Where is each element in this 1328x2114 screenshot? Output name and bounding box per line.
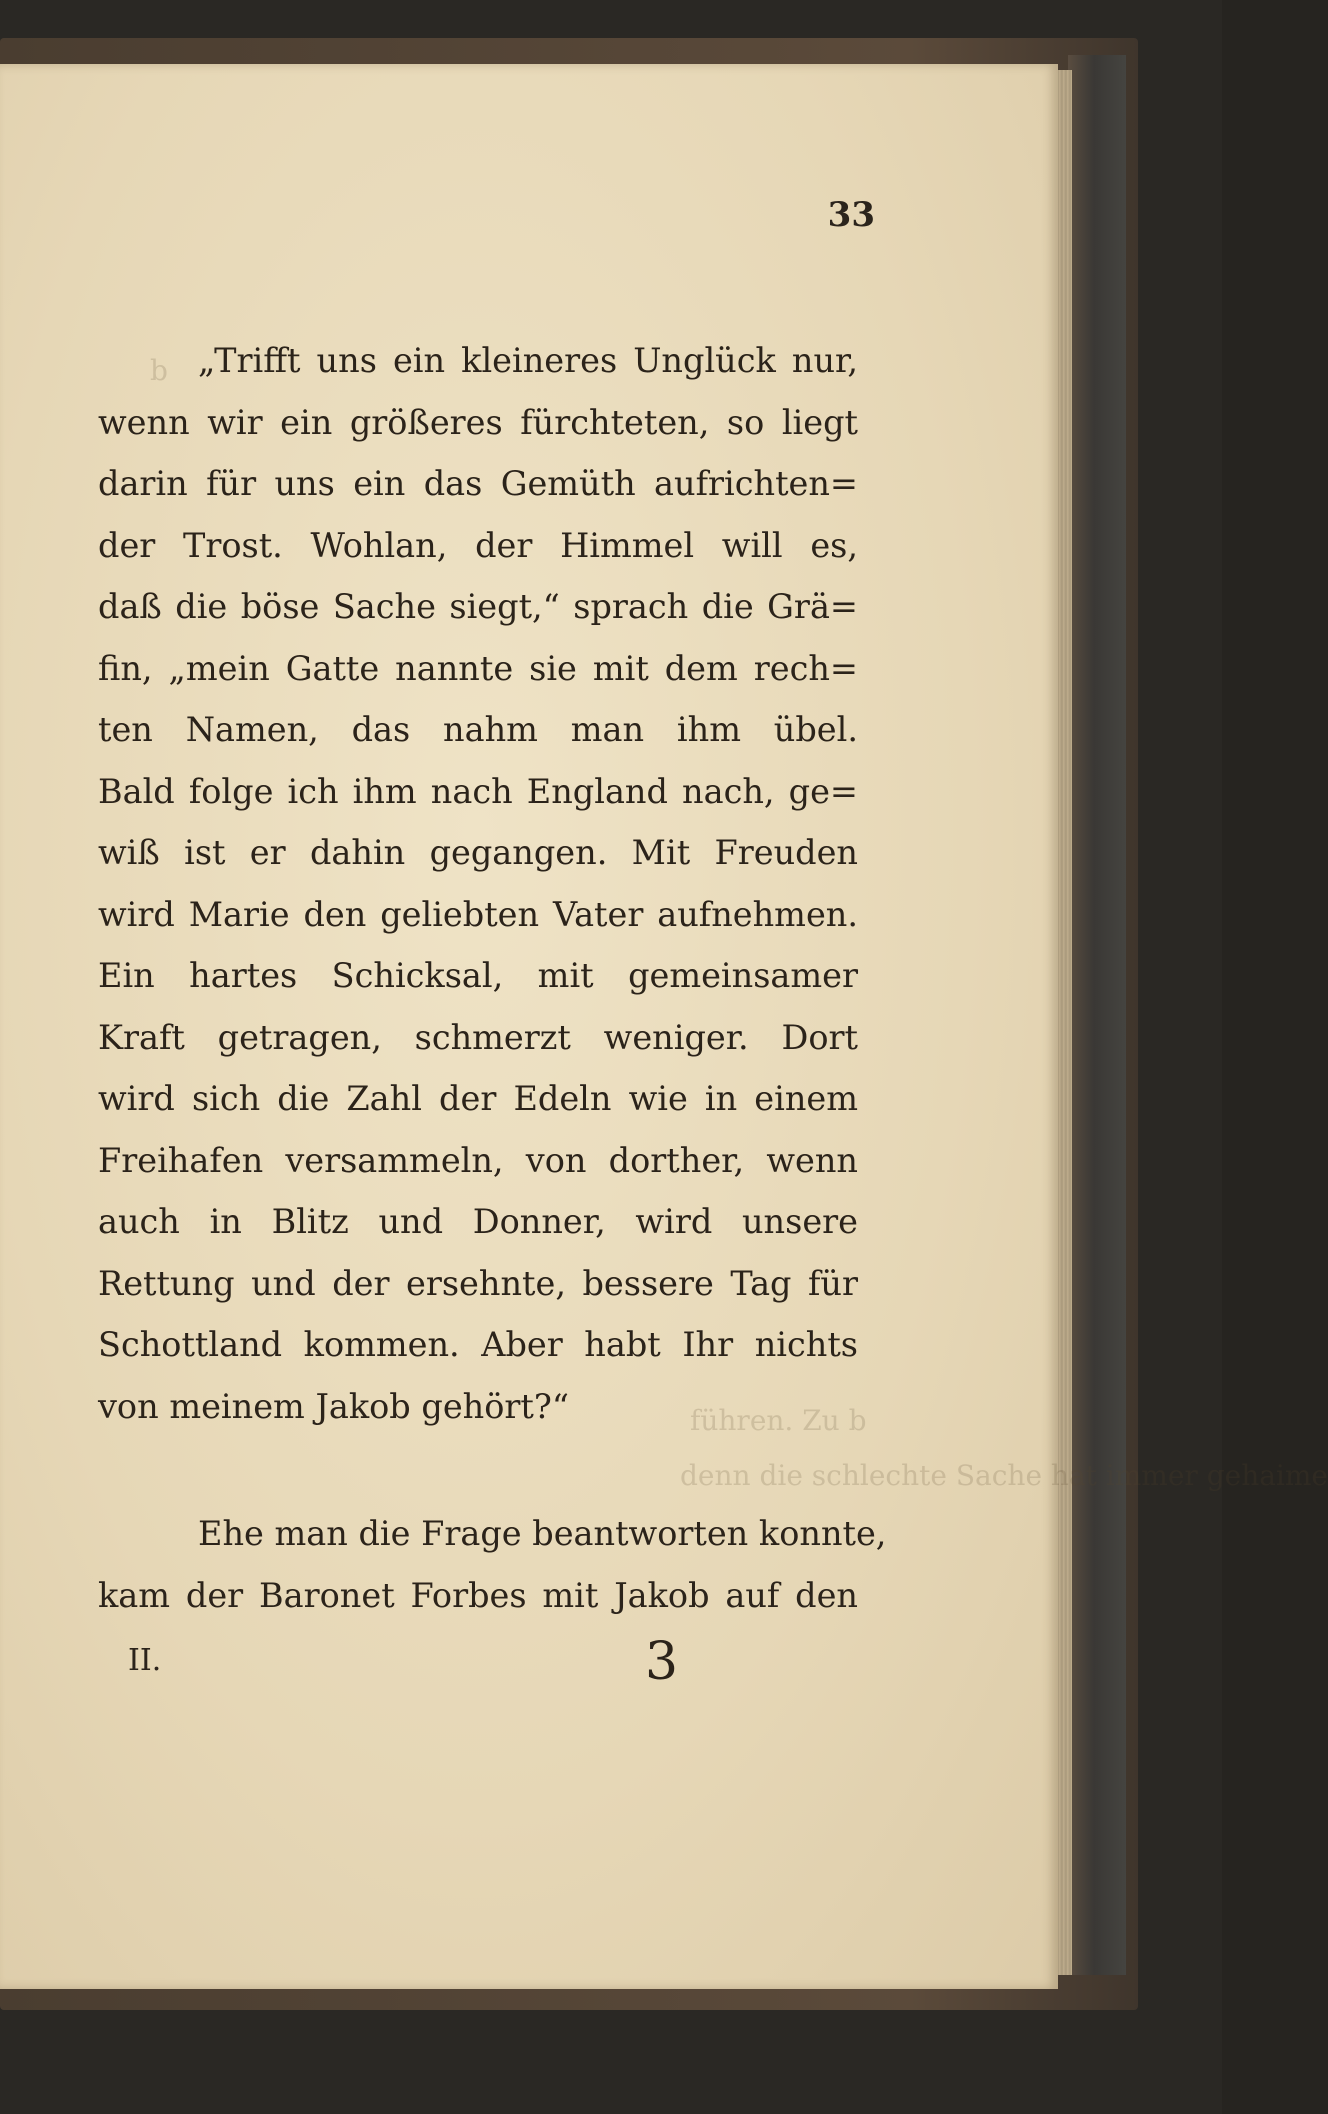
text-line: wenn wir ein größeres fürchteten, so liegt [98,402,858,442]
text-line: kam der Baronet Forbes mit Jakob auf den [98,1575,858,1615]
text-line: auch in Blitz und Donner, wird unsere [98,1202,858,1241]
show-through-text: b [150,354,168,387]
text-line: darin für uns ein das Gemüth aufrichten= [98,464,858,503]
text-line: Ehe man die Frage beantworten konnte, [198,1514,887,1553]
text-line: „Trifft uns ein kleineres Unglück nur, [198,341,858,380]
text-line: der Trost. Wohlan, der Himmel will es, [98,525,858,565]
text-line: von meinem Jakob gehört?“ [98,1386,569,1426]
text-line: daß die böse Sache siegt,“ sprach die Grä= [98,587,858,626]
text-line: ten Namen, das nahm man ihm übel. [98,710,858,749]
text-line: Ein hartes Schicksal, mit gemeinsamer [98,956,858,995]
text-line: Rettung und der ersehnte, bessere Tag für [98,1263,858,1303]
page-number: 33 [827,195,875,235]
book-spine-edge [1068,55,1126,1975]
show-through-text: führen. Zu b [690,1404,867,1437]
text-line: wird Marie den geliebten Vater aufnehmen. [98,894,858,934]
signature-mark: II. [128,1643,162,1678]
text-line: fin, „mein Gatte nannte sie mit dem rech= [98,648,858,688]
gathering-number: 3 [645,1632,679,1692]
paragraph-2 [98,1503,887,1626]
text-line: Freihafen versammeln, von dorther, wenn [98,1140,858,1180]
show-through-text: denn die schlechte Sache hat immer gehaime [680,1459,1328,1492]
paragraph-1 [98,330,858,1437]
text-line: wiß ist er dahin gegangen. Mit Freuden [98,833,858,872]
text-line: wird sich die Zahl der Edeln wie in einem [98,1079,858,1118]
text-line: Schottland kommen. Aber habt Ihr nichts [98,1325,858,1364]
text-line: Bald folge ich ihm nach England nach, ge= [98,771,858,811]
text-line: Kraft getragen, schmerzt weniger. Dort [98,1017,858,1057]
